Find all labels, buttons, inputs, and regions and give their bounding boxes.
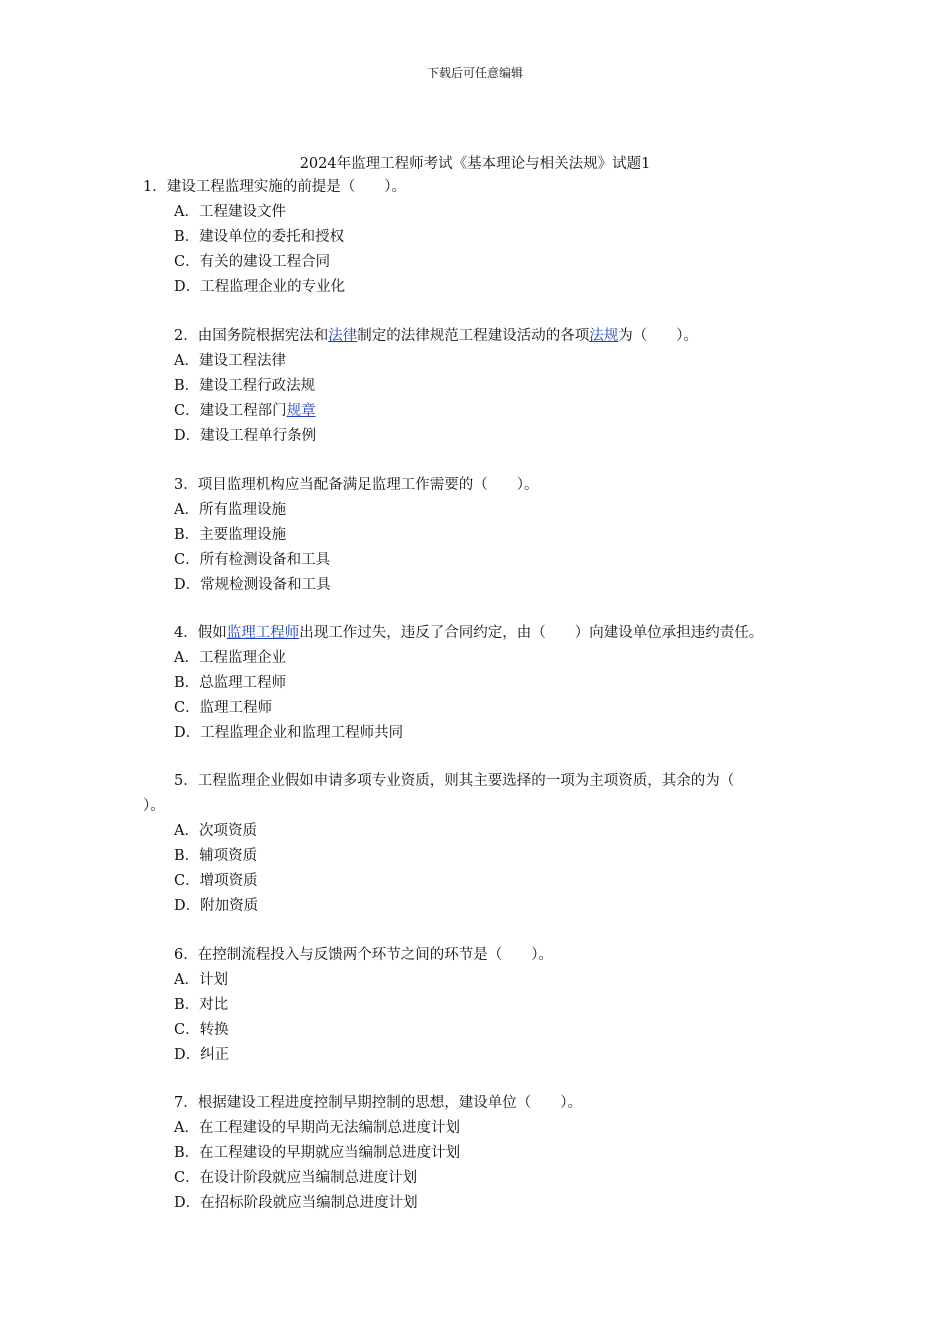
question-7-option-a: A．在工程建设的早期尚无法编制总进度计划 <box>174 1120 460 1136</box>
question-2-stem-text: 制定的法律规范工程建设活动的各项 <box>357 328 590 344</box>
question-2-option-b: B．建设工程行政法规 <box>174 378 316 394</box>
question-4-option-b: B．总监理工程师 <box>174 675 287 691</box>
question-3-option-b: B．主要监理设施 <box>174 527 287 543</box>
law-link[interactable]: 法律 <box>328 328 358 344</box>
question-2-stem <box>174 326 698 346</box>
question-5-stem: 5．工程监理企业假如申请多项专业资质，则其主要选择的一项为主项资质，其余的为（ <box>174 773 735 789</box>
question-2-option-a: A．建设工程法律 <box>174 353 286 369</box>
question-6-option-d: D．纠正 <box>174 1047 230 1063</box>
document-title: 2024年监理工程师考试《基本理论与相关法规》试题1 <box>299 156 651 172</box>
question-6-option-a: A．计划 <box>174 972 228 988</box>
question-4-stem-text: 4．假如 <box>174 625 227 641</box>
question-1-option-c: C．有关的建设工程合同 <box>174 254 331 270</box>
page-header: 下载后可任意编辑 <box>426 66 523 80</box>
question-4-option-c: C．监理工程师 <box>174 700 273 716</box>
regulation-link[interactable]: 法规 <box>589 328 619 344</box>
question-6-stem: 6．在控制流程投入与反馈两个环节之间的环节是（ ）。 <box>174 947 553 963</box>
question-5-option-c: C．增项资质 <box>174 873 258 889</box>
question-1-option-b: B．建设单位的委托和授权 <box>174 229 345 245</box>
rules-link[interactable]: 规章 <box>286 403 316 419</box>
question-1-option-a: A．工程建设文件 <box>174 204 286 220</box>
question-6-option-b: B．对比 <box>174 997 229 1013</box>
question-7-option-d: D．在招标阶段就应当编制总进度计划 <box>174 1195 418 1211</box>
question-4-stem-text: 出现工作过失，违反了合同约定，由（ ）向建设单位承担违约责任。 <box>299 625 764 641</box>
question-1-stem: 1．建设工程监理实施的前提是（ ）。 <box>143 179 406 195</box>
question-2-option-c-text: C．建设工程部门 <box>174 403 287 419</box>
question-5-option-d: D．附加资质 <box>174 898 259 914</box>
question-2-stem-text: 为（ ）。 <box>618 328 698 344</box>
question-2-stem-text: 2．由国务院根据宪法和 <box>174 328 329 344</box>
question-5-option-a: A．次项资质 <box>174 823 257 839</box>
question-3-option-a: A．所有监理设施 <box>174 502 286 518</box>
question-2-option-c <box>174 401 316 421</box>
question-6-option-c: C．转换 <box>174 1022 229 1038</box>
question-2-option-d: D．建设工程单行条例 <box>174 428 317 444</box>
question-7-stem: 7．根据建设工程进度控制早期控制的思想，建设单位（ ）。 <box>174 1095 582 1111</box>
supervising-engineer-link[interactable]: 监理工程师 <box>226 625 300 641</box>
question-1-option-d: D．工程监理企业的专业化 <box>174 279 346 295</box>
question-3-stem: 3．项目监理机构应当配备满足监理工作需要的（ ）。 <box>174 477 539 493</box>
question-7-option-c: C．在设计阶段就应当编制总进度计划 <box>174 1170 418 1186</box>
question-4-option-d: D．工程监理企业和监理工程师共同 <box>174 725 404 741</box>
question-4-option-a: A．工程监理企业 <box>174 650 286 666</box>
question-7-option-b: B．在工程建设的早期就应当编制总进度计划 <box>174 1145 461 1161</box>
question-5-stem-continued: ）。 <box>143 798 165 814</box>
question-5-option-b: B．辅项资质 <box>174 848 258 864</box>
question-3-option-c: C．所有检测设备和工具 <box>174 552 331 568</box>
question-4-stem <box>174 623 763 643</box>
question-3-option-d: D．常规检测设备和工具 <box>174 577 331 593</box>
